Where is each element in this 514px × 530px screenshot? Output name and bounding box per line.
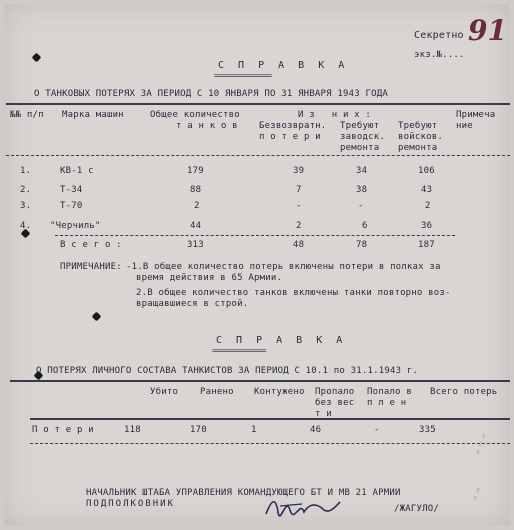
title-underline-2: ============== <box>212 346 266 355</box>
row-total: 179 <box>187 166 204 176</box>
row-factory: 6 <box>362 221 368 231</box>
report-subtitle-2: О ПОТЕРЯХ ЛИЧНОГО СОСТАВА ТАНКИСТОВ ЗА ПЕРИОД С 10.1 по 31.1.1943 г. <box>36 366 419 376</box>
handwritten-number: 91 <box>468 14 507 47</box>
table-2-bottom-rule <box>30 443 510 444</box>
note-2-line-1: 2.В общее количество танков включены танки повторно воз- <box>136 288 451 298</box>
value-killed: 118 <box>124 425 141 435</box>
col-header-factory: Требуют заводск. ремонта <box>340 121 385 153</box>
total-irrecoverable: 48 <box>293 240 305 250</box>
col-header-notes: Примеча ние <box>456 110 496 131</box>
value-total-losses: 335 <box>419 425 436 435</box>
table-row <box>0 425 514 437</box>
archive-stamp: ▭ ▭ <box>470 486 483 502</box>
row-num: 3. <box>20 201 32 211</box>
row-field: 43 <box>421 185 433 195</box>
row-total: 2 <box>194 201 200 211</box>
row-num: 2. <box>20 185 32 195</box>
row-total: 88 <box>190 185 202 195</box>
table-row <box>0 201 514 213</box>
report-subtitle: О ТАНКОВЫХ ПОТЕРЯХ ЗА ПЕРИОД С 10 ЯНВАРЯ ПО 31 ЯНВАРЯ 1943 ГОДА <box>34 89 388 99</box>
note-label: ПРИМЕЧАНИЕ: <box>60 262 122 272</box>
value-captured: - <box>374 425 380 435</box>
row-irrecoverable: 39 <box>293 166 305 176</box>
row-num: 4. <box>20 221 32 231</box>
archive-stamp: ▭ ▭ ▭ <box>473 432 488 456</box>
signatory-rank: ПОДПОЛКОВНИК <box>86 499 176 509</box>
col-header-killed: Убито <box>150 387 179 397</box>
row-irrecoverable: 2 <box>296 221 302 231</box>
row-field: 106 <box>418 166 435 176</box>
value-wounded: 170 <box>190 425 207 435</box>
table-row <box>0 185 514 197</box>
row-irrecoverable: 7 <box>296 185 302 195</box>
col-header-num: №№ п/п <box>10 110 44 120</box>
signatory-position: НАЧАЛЬНИК ШТАБА УПРАВЛЕНИЯ КОМАНДУЮЩЕГО БТ И МВ 21 АРМИИ <box>86 488 401 498</box>
row-mark: Т-70 <box>60 201 83 211</box>
col-header-mark: Марка машин <box>62 110 124 120</box>
total-label: В с е г о : <box>60 240 122 250</box>
total-field: 187 <box>418 240 435 250</box>
page-title-2: С П Р А В К А <box>216 335 347 346</box>
col-header-total: Общее количество <box>150 110 240 120</box>
signatory-name: /ЖАГУЛО/ <box>394 504 439 514</box>
row-mark: "Черчиль" <box>50 221 101 231</box>
total-sum: 313 <box>187 240 204 250</box>
col-header-irrecoverable: Безвозвратн. п о т е р и <box>259 121 327 142</box>
col-header-wounded: Ранено <box>200 387 234 397</box>
col-header-of-them: И з н и х : <box>298 110 372 120</box>
page-title: С П Р А В К А <box>218 60 349 71</box>
note-1-line-1: -1.В общее количество потерь включены потери в полках за <box>126 262 441 272</box>
value-missing: 46 <box>310 425 322 435</box>
table-2-header-rule <box>30 418 510 422</box>
handwritten-signature <box>262 492 342 522</box>
col-header-captured: Попало в п л е н <box>367 387 412 408</box>
col-header-total-losses: Всего потерь <box>430 387 498 397</box>
col-header-total-sub: т а н к о в <box>176 121 238 131</box>
row-mark: КВ-1 с <box>60 166 94 176</box>
row-factory: - <box>358 201 364 211</box>
row-total: 44 <box>190 221 202 231</box>
col-header-concussed: Контужено <box>254 387 305 397</box>
row-field: 36 <box>421 221 433 231</box>
total-rule <box>55 235 455 236</box>
note-2-line-2: вращавшиеся в строй. <box>136 299 249 309</box>
secret-label: Секретно <box>414 30 464 41</box>
copy-label: экз.№.... <box>414 50 465 60</box>
header-rule <box>6 155 510 156</box>
row-field: 2 <box>425 201 431 211</box>
row-label: П о т е р и <box>32 425 94 435</box>
col-header-missing: Пропало без вес т и <box>315 387 355 419</box>
row-mark: Т-34 <box>60 185 83 195</box>
title-underline: =============== <box>214 71 272 80</box>
table-2-top-rule <box>10 380 510 384</box>
col-header-field: Требуют войсков. ремонта <box>398 121 443 153</box>
row-irrecoverable: - <box>296 201 302 211</box>
total-row <box>0 240 514 252</box>
table-row <box>0 221 514 233</box>
total-factory: 78 <box>356 240 368 250</box>
note-1-line-2: время действия в 65 Армии. <box>136 273 283 283</box>
value-concussed: 1 <box>251 425 257 435</box>
row-factory: 34 <box>356 166 368 176</box>
table-row <box>0 166 514 178</box>
row-num: 1. <box>20 166 32 176</box>
row-factory: 38 <box>356 185 368 195</box>
table-top-rule <box>6 103 510 107</box>
